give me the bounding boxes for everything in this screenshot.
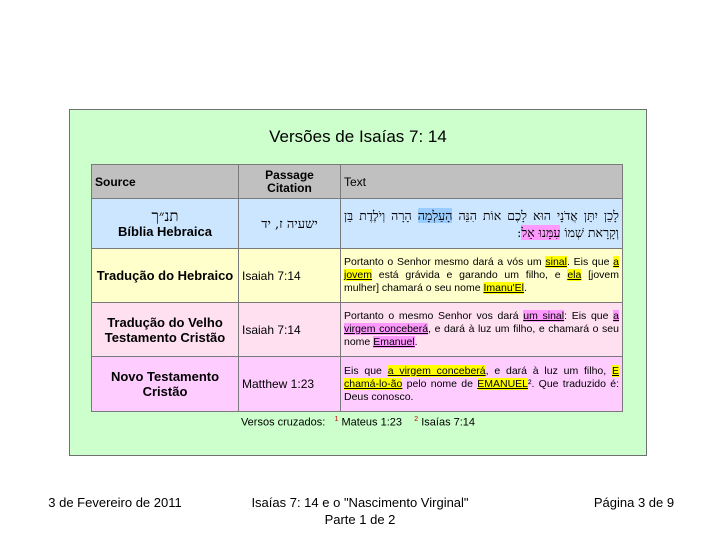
passage-text: לָכֵן יִתֵּן אֲדֹנָי הוּא לָכֶם אוֹת הִנֵּה הָעַלְמָה הָרָה וְיֹלֶדֶת בֵּן וְקָרָאת שְׁמוֹ עִמָּנוּ אֵל: [341,199,623,249]
comparison-panel [69,109,647,456]
footer-date: 3 de Fevereiro de 2011 [48,495,182,510]
versions-table [91,164,623,412]
footer-page-number: Página 3 de 9 [593,495,675,510]
passage-text: Portanto o mesmo Senhor vos dará um sinal: Eis que a virgem conceberá, e dará à luz um filho, e chamará o seu nome Emanuel. [341,303,623,357]
tanakh-label: תנ״ך [151,206,179,225]
header-text: Text [341,165,623,199]
highlight-virgem: a virgem conceberá [344,310,619,335]
highlight-um-sinal: um sinal [523,310,565,322]
highlight-a-jovem: a jovem [344,256,619,281]
cross-ref-mark-2: 2 [414,416,419,423]
source-name: Tradução do Hebraico [92,249,239,303]
highlight-emanuel: EMANUEL [477,377,528,390]
passage-text: Portanto o Senhor mesmo dará a vós um sinal. Eis que a jovem está grávida e garando um filho, e ela [jovem mulher] chamará o seu nome Imanu'El. [341,249,623,303]
highlight-sinal: sinal [545,256,567,268]
cross-ref-mark-1: 1 [334,416,339,423]
highlight-chamalo: E chamá-lo-ão [344,364,619,390]
passage-citation: Isaiah 7:14 [239,249,341,303]
passage-text: Eis que a virgem conceberá, e dará à luz um filho, E chamá-lo-ão pelo nome de EMANUEL². Que traduzido é: Deus conosco. [341,357,623,412]
cross-references [70,416,646,429]
cross-ref-1: Mateus 1:23 [341,416,403,429]
header-source: Source [92,165,239,199]
table-row-new-testament [92,357,623,412]
highlight-immanuel-hebrew: עִמָּנוּ אֵל [521,224,561,240]
table-row-translation [92,249,623,303]
highlight-almah: הָעַלְמָה [417,207,453,223]
highlight-imanuel: Imanu'El [483,282,525,294]
footer-part: Parte 1 de 2 [324,512,396,527]
passage-citation: Matthew 1:23 [239,357,341,412]
slide-title: Versões de Isaías 7: 14 [269,127,447,146]
highlight-ela: ela [567,269,582,281]
highlight-virgem: a virgem conceberá [387,364,486,377]
header-passage: Passage Citation [239,165,341,199]
table-header-row [92,165,623,199]
cross-ref-label: Versos cruzados: [240,416,326,429]
source-hebrew-bible [92,199,239,249]
source-name: Novo Testamento Cristão [92,357,239,412]
passage-citation: Isaiah 7:14 [239,303,341,357]
table-row-old-testament [92,303,623,357]
table-row-hebrew [92,199,623,249]
passage-citation: ישעיה ז, יד [239,199,341,249]
cross-ref-2: Isaías 7:14 [421,416,476,429]
highlight-emanuel: Emanuel [373,336,415,348]
source-name: Bíblia Hebraica [118,223,212,239]
footer-center [228,494,492,528]
source-name: Tradução do Velho Testamento Cristão [92,303,239,357]
footer-title: Isaías 7: 14 e o "Nascimento Virginal" [251,495,469,510]
